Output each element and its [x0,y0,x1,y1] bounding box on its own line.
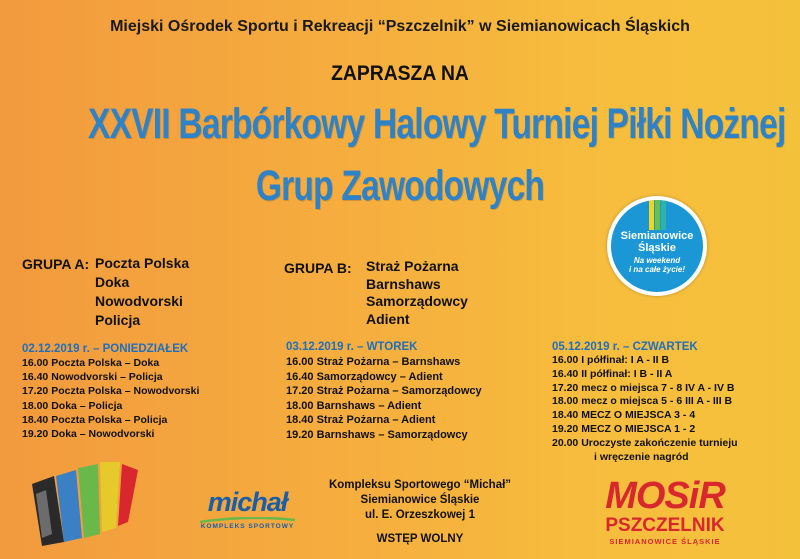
group-a-teams [95,254,189,330]
tournament-title-line2: Grup Zawodowych [255,162,545,210]
free-entry-note: WSTĘP WOLNY [376,533,464,545]
group-b-team: Barnshaws [366,275,441,292]
michal-logo: michał KOMPLEKS SPORTOWY [200,487,295,530]
organizer-header: Miejski Ośrodek Sportu i Rekreacji “Pszczelnik” w Siemianowicach Śląskich [110,18,690,35]
match-item: 16.00 I półfinał: I A - II B [552,354,670,366]
group-a-team: Nowodvorski [95,293,183,309]
venue-info [300,478,540,523]
venue-street: ul. E. Orzeszkowej 1 [365,509,475,521]
match-item: 20.00 Uroczyste zakończenie turnieju [552,436,738,449]
emblem-bar-green [78,464,100,538]
match-item: 16.00 Poczta Polska – Doka [22,357,160,369]
day3-heading: 05.12.2019 r. – CZWARTEK [552,341,698,353]
group-b-team: Adient [366,310,410,327]
match-item: 19.20 MECZ O MIEJSCA 1 - 2 [552,422,696,435]
badge-city-name: Siemianowice Śląskie [620,230,694,254]
group-a-team: Poczta Polska [95,255,190,271]
match-item: 18.00 Barnshaws – Adient [286,399,422,412]
venue-name: Kompleksu Sportowego “Michał” [328,479,512,491]
match-item: 17.20 Poczta Polska – Nowodvorski [22,385,200,398]
match-item: 18.00 Doka – Policja [22,399,123,412]
match-item: 16.40 Samorządowcy – Adient [286,370,443,383]
invite-text: ZAPRASZA NA [331,62,469,85]
match-item: 18.40 Poczta Polska – Policja [22,413,168,426]
match-item: i wręczenie nagród [594,450,689,463]
match-item: 18.00 mecz o miejsca 5 - 6 III A - III B [552,395,733,408]
group-b-team: Samorządowcy [366,293,468,309]
day3-matches [552,354,738,464]
mosir-pszczelnik-logo: MOSiR PSZCZELNIK SIEMIANOWICE ŚLĄSKIE [605,475,725,546]
group-a-team: Doka [95,274,130,290]
day1-matches [22,356,199,441]
emblem-bar-red [118,464,138,526]
match-item: 18.40 MECZ O MIEJSCA 3 - 4 [552,409,696,422]
match-item: 17.20 mecz o miejsca 7 - 8 IV A - IV B [552,381,735,394]
tournament-title-line1: XXVII Barbórkowy Halowy Turniej Piłki Nożnej [88,100,786,148]
emblem-bar-yellow [100,462,120,532]
siemianowice-badge-logo [607,196,707,296]
group-b-team: Straż Pożarna [366,258,459,274]
match-item: 16.00 Straż Pożarna – Barnshaws [286,356,461,368]
match-item: 16.40 Nowodvorski – Policja [22,371,163,384]
match-item: 18.40 Straż Pożarna – Adient [286,414,436,426]
sport-emblem-logo [24,454,144,549]
group-b-label: GRUPA B: [284,260,352,276]
badge-slogan: Na weekend i na całe życie! [628,256,686,274]
day2-heading: 03.12.2019 r. – WTOREK [286,341,418,353]
match-item: 19.20 Doka – Nowodvorski [22,428,155,441]
match-item: 16.40 II półfinał: I B - II A [552,367,673,380]
day2-matches [286,355,482,442]
badge-bars-icon [649,200,667,230]
group-a-team: Policja [95,312,141,328]
venue-city: Siemianowice Śląskie [360,494,480,506]
group-b-teams [366,258,468,328]
day1-heading: 02.12.2019 r. – PONIEDZIAŁEK [22,343,189,355]
group-a-label: GRUPA A: [22,256,90,272]
match-item: 19.20 Barnshaws – Samorządowcy [286,428,468,441]
match-item: 17.20 Straż Pożarna – Samorządowcy [286,385,482,397]
